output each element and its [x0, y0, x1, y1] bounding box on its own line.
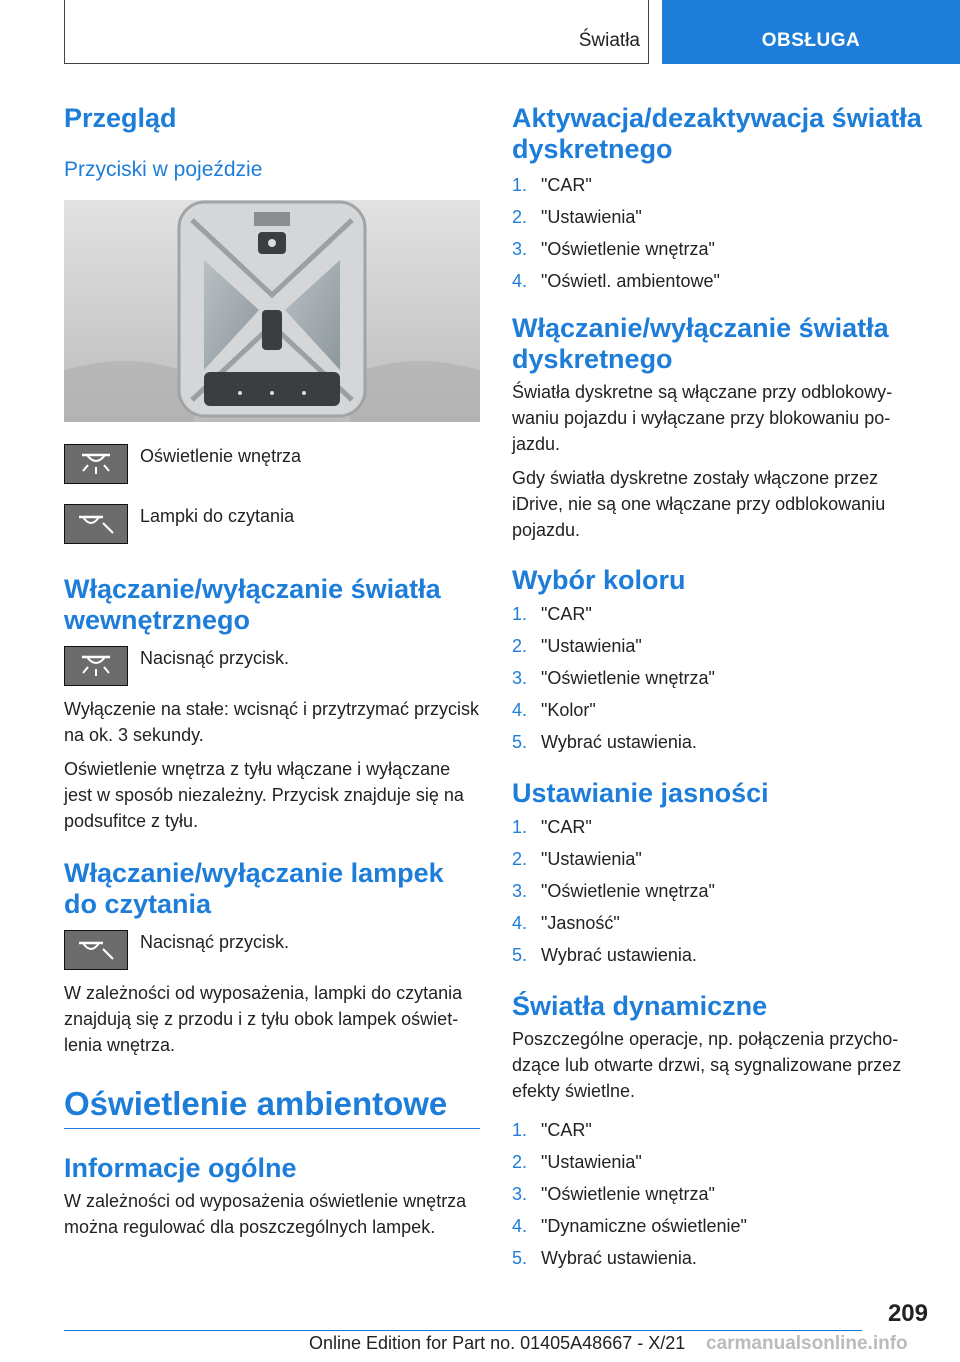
interior-paragraph-1: Wyłączenie na stałe: wcisnąć i przytrzymać przycisk na ok. 3 sekundy. [64, 699, 479, 745]
step-number: 1. [512, 175, 528, 195]
general-paragraph-1: W zależności od wyposażenia oświetlenie wnętrza można regulować dla poszczególnych lampek. [64, 1191, 467, 1237]
step-number: 4. [512, 700, 528, 720]
step-text: "Oświetlenie wnętrza" [541, 239, 715, 259]
watermark: carmanualsonline.info [706, 1333, 908, 1354]
list-item [512, 630, 928, 662]
step-text: "Oświetlenie wnętrza" [541, 1184, 715, 1204]
chapter-tab: OBSŁUGA [662, 0, 960, 64]
general-heading: Informacje ogólne [64, 1153, 297, 1183]
step-text: Wybrać ustawienia. [541, 945, 697, 965]
reading-light-button-icon [64, 930, 128, 970]
step-number: 5. [512, 732, 528, 752]
reading-heading: Włączanie/wyłączanie lampek do czytania [64, 858, 444, 919]
interior-light-button-icon [64, 444, 128, 484]
key-reading-label: Lampki do czytania [140, 506, 295, 526]
list-item [512, 1242, 928, 1274]
brightness-steps [512, 811, 928, 971]
overview-heading: Przegląd [64, 103, 177, 133]
interior-paragraph-2: Oświetlenie wnętrza z tyłu włączane i wyłączane jest w sposób niezależny. Przycisk znajduje się na podsufitce z tyłu. [64, 759, 464, 831]
step-text: "Oświetlenie wnętrza" [541, 668, 715, 688]
step-text: "Oświetlenie wnętrza" [541, 881, 715, 901]
interior-light-button-icon [64, 646, 128, 686]
brightness-heading: Ustawianie jasności [512, 778, 769, 808]
step-number: 1. [512, 1120, 528, 1140]
color-heading: Wybór koloru [512, 565, 686, 595]
step-text: Wybrać ustawienia. [541, 1248, 697, 1268]
step-text: "CAR" [541, 1120, 592, 1140]
step-number: 5. [512, 1248, 528, 1268]
key-interior-label: Oświetlenie wnętrza [140, 446, 302, 466]
section-title: Światła [578, 30, 640, 51]
step-number: 4. [512, 913, 528, 933]
key-reading-light [64, 504, 480, 544]
color-steps [512, 598, 928, 758]
roof-console-image [64, 200, 480, 422]
page-number: 209 [887, 1300, 928, 1327]
header-box [64, 0, 649, 64]
step-number: 1. [512, 817, 528, 837]
step-number: 3. [512, 881, 528, 901]
step-text: "Jasność" [541, 913, 620, 933]
step-number: 5. [512, 945, 528, 965]
step-number: 1. [512, 604, 528, 624]
roof-console-photo [64, 200, 480, 422]
reading-light-button-icon [64, 504, 128, 544]
key-interior-light [64, 444, 480, 484]
list-item [512, 939, 928, 971]
step-text: "Dynamiczne oświetlenie" [541, 1216, 747, 1236]
list-item [512, 233, 928, 265]
step-number: 2. [512, 849, 528, 869]
step-number: 3. [512, 668, 528, 688]
reading-press-text: Nacisnąć przycisk. [140, 932, 290, 952]
step-text: "CAR" [541, 817, 592, 837]
ambient-heading: Oświetlenie ambientowe [64, 1085, 448, 1122]
list-item [512, 1146, 928, 1178]
list-item [512, 843, 928, 875]
list-item [512, 1114, 928, 1146]
list-item [512, 875, 928, 907]
step-number: 2. [512, 1152, 528, 1172]
step-number: 2. [512, 636, 528, 656]
right-column [512, 100, 928, 1274]
step-number: 4. [512, 1216, 528, 1236]
dynamic-steps [512, 1114, 928, 1274]
step-text: "Ustawienia" [541, 207, 642, 227]
list-item [512, 169, 928, 201]
ambient-heading-block [64, 1084, 480, 1129]
list-item [512, 907, 928, 939]
step-text: "Ustawienia" [541, 1152, 642, 1172]
list-item [512, 811, 928, 843]
list-item [512, 598, 928, 630]
activate-steps [512, 169, 928, 297]
list-item [512, 1178, 928, 1210]
step-number: 3. [512, 1184, 528, 1204]
dynamic-heading: Światła dynamiczne [512, 991, 768, 1021]
step-text: "CAR" [541, 604, 592, 624]
activate-heading: Aktywacja/dezaktywacja światła dyskretnego [512, 103, 922, 164]
interior-press-text: Nacisnąć przycisk. [140, 648, 290, 668]
step-text: "Ustawienia" [541, 636, 642, 656]
buttons-heading: Przyciski w pojeździe [64, 158, 263, 181]
left-column [64, 100, 480, 1240]
interior-heading: Włączanie/wyłączanie światła wewnętrznego [64, 574, 441, 635]
reading-press-row [64, 930, 480, 970]
list-item [512, 694, 928, 726]
footer-edition: Online Edition for Part no. 01405A48667 - X/21 [309, 1333, 686, 1353]
list-item [512, 265, 928, 297]
step-text: Wybrać ustawienia. [541, 732, 697, 752]
switch-paragraph-2: Gdy światła dyskretne zostały włączone przez iDrive, nie są one włączane przy odblokowaniu pojazdu. [512, 468, 886, 540]
step-number: 4. [512, 271, 528, 291]
interior-press-row [64, 646, 480, 686]
step-text: "Ustawienia" [541, 849, 642, 869]
list-item [512, 1210, 928, 1242]
list-item [512, 662, 928, 694]
list-item [512, 201, 928, 233]
list-item [512, 726, 928, 758]
step-text: "CAR" [541, 175, 592, 195]
step-text: "Oświetl. ambientowe" [541, 271, 720, 291]
step-number: 3. [512, 239, 528, 259]
footer-rule [64, 1330, 862, 1331]
step-text: "Kolor" [541, 700, 596, 720]
step-number: 2. [512, 207, 528, 227]
switch-paragraph-1: Światła dyskretne są włączane przy odblokowywaniu pojazdu i wyłączane przy blokowaniu pojazdu. [512, 382, 893, 454]
switch-heading: Włączanie/wyłączanie światła dyskretnego [512, 313, 889, 374]
dynamic-paragraph-1: Poszczególne operacje, np. połączenia przychodzące lub otwarte drzwi, są sygnalizowane przez efekty świetlne. [512, 1029, 902, 1101]
reading-paragraph-1: W zależności od wyposażenia, lampki do czytania znajdują się z przodu i z tyłu obok lampek oświetlenia wnętrza. [64, 983, 463, 1055]
